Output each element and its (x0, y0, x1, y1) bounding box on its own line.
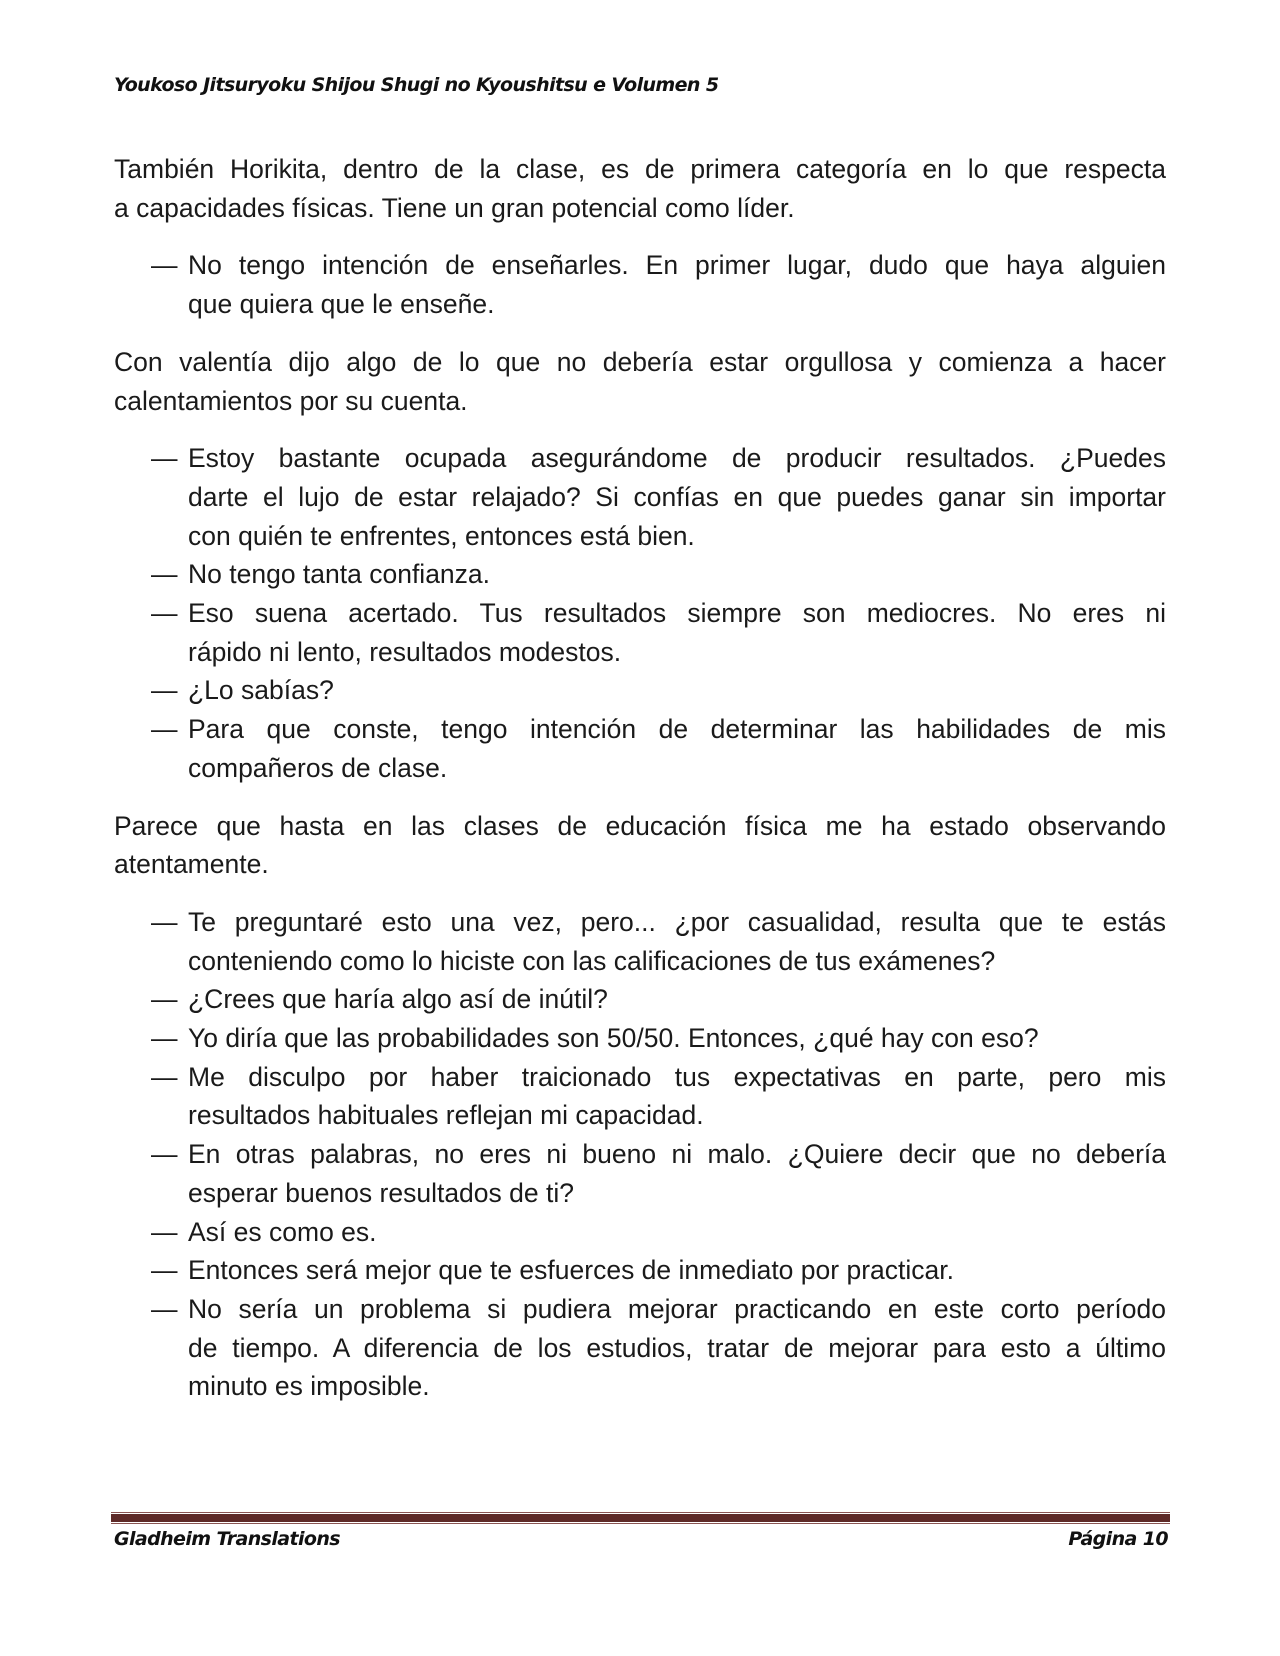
dialogue-line (114, 1135, 1166, 1212)
text-line: No sería un problema si pudiera mejorar practicando en este corto período (188, 1293, 1166, 1324)
em-dash: — (151, 906, 178, 937)
dialogue-line (114, 1058, 1166, 1135)
dialogue-block (114, 439, 1166, 787)
em-dash: — (151, 1255, 178, 1286)
text-line: En otras palabras, no eres ni bueno ni malo. ¿Quiere decir que no debería (188, 1139, 1166, 1170)
text-line: ¿Crees que haría algo así de inútil? (188, 984, 608, 1015)
dialogue-block (114, 903, 1166, 1406)
text-line: compañeros de clase. (188, 752, 448, 783)
em-dash: — (151, 675, 178, 706)
em-dash: — (151, 443, 178, 474)
text-line: También Horikita, dentro de la clase, es de primera categoría en lo que respecta (114, 154, 1166, 184)
em-dash: — (151, 1139, 178, 1170)
text-line: Yo diría que las probabilidades son 50/50. Entonces, ¿qué hay con eso? (188, 1023, 1039, 1054)
text-line: atentamente. (114, 849, 269, 880)
em-dash: — (151, 559, 178, 590)
footer-rule (111, 1512, 1170, 1524)
em-dash: — (151, 714, 178, 745)
dialogue-line (114, 1251, 1166, 1290)
dialogue-line (114, 439, 1166, 555)
dialogue-line (114, 1019, 1166, 1058)
text-line: Para que conste, tengo intención de determinar las habilidades de mis (188, 714, 1166, 745)
text-line: Te preguntaré esto una vez, pero... ¿por casualidad, resulta que te estás (188, 906, 1166, 937)
text-line: que quiera que le enseñe. (188, 289, 495, 320)
dialogue-line (114, 1290, 1166, 1406)
em-dash: — (151, 1293, 178, 1324)
em-dash: — (151, 1216, 178, 1247)
text-line: No tengo intención de enseñarles. En primer lugar, dudo que haya alguien (188, 250, 1166, 281)
dialogue-line (114, 555, 1166, 594)
text-line: calentamientos por su cuenta. (114, 385, 468, 416)
text-line: conteniendo como lo hiciste con las calificaciones de tus exámenes? (188, 945, 996, 976)
dialogue-line (114, 594, 1166, 671)
text-line: Me disculpo por haber traicionado tus expectativas en parte, pero mis (188, 1061, 1166, 1092)
narration-paragraph (114, 150, 1166, 227)
text-line: con quién te enfrentes, entonces está bien. (188, 520, 695, 551)
dialogue-line (114, 903, 1166, 980)
footer-publisher: Gladheim Translations (114, 1528, 340, 1550)
dialogue-line (114, 1213, 1166, 1252)
text-line: Eso suena acertado. Tus resultados siempre son mediocres. No eres ni (188, 598, 1166, 629)
dialogue-block (114, 246, 1166, 323)
em-dash: — (151, 598, 178, 629)
footer-page-number: Página 10 (1068, 1528, 1168, 1550)
em-dash: — (151, 1061, 178, 1092)
running-header: Youkoso Jitsuryoku Shijou Shugi no Kyoushitsu e Volumen 5 (114, 74, 719, 96)
text-line: ¿Lo sabías? (188, 675, 334, 706)
text-line: a capacidades físicas. Tiene un gran potencial como líder. (114, 192, 795, 223)
text-line: rápido ni lento, resultados modestos. (188, 636, 622, 667)
dialogue-line (114, 710, 1166, 787)
text-line: Con valentía dijo algo de lo que no debería estar orgullosa y comienza a hacer (114, 346, 1166, 377)
em-dash: — (151, 250, 178, 281)
text-line: Parece que hasta en las clases de educación física me ha estado observando (114, 810, 1166, 841)
narration-paragraph (114, 343, 1166, 420)
text-line: de tiempo. A diferencia de los estudios, tratar de mejorar para esto a último (188, 1332, 1166, 1363)
text-line: resultados habituales reflejan mi capacidad. (188, 1100, 704, 1131)
text-line: darte el lujo de estar relajado? Si confías en que puedes ganar sin importar (188, 481, 1166, 512)
text-line: No tengo tanta confianza. (188, 559, 491, 590)
em-dash: — (151, 1023, 178, 1054)
dialogue-line (114, 671, 1166, 710)
dialogue-line (114, 980, 1166, 1019)
text-line: Entonces será mejor que te esfuerces de inmediato por practicar. (188, 1255, 954, 1286)
dialogue-line (114, 246, 1166, 323)
text-line: Estoy bastante ocupada asegurándome de producir resultados. ¿Puedes (188, 443, 1166, 474)
text-line: Así es como es. (188, 1216, 377, 1247)
text-line: minuto es imposible. (188, 1371, 430, 1402)
text-line: esperar buenos resultados de ti? (188, 1177, 574, 1208)
em-dash: — (151, 984, 178, 1015)
page-body (114, 150, 1166, 1425)
narration-paragraph (114, 807, 1166, 884)
